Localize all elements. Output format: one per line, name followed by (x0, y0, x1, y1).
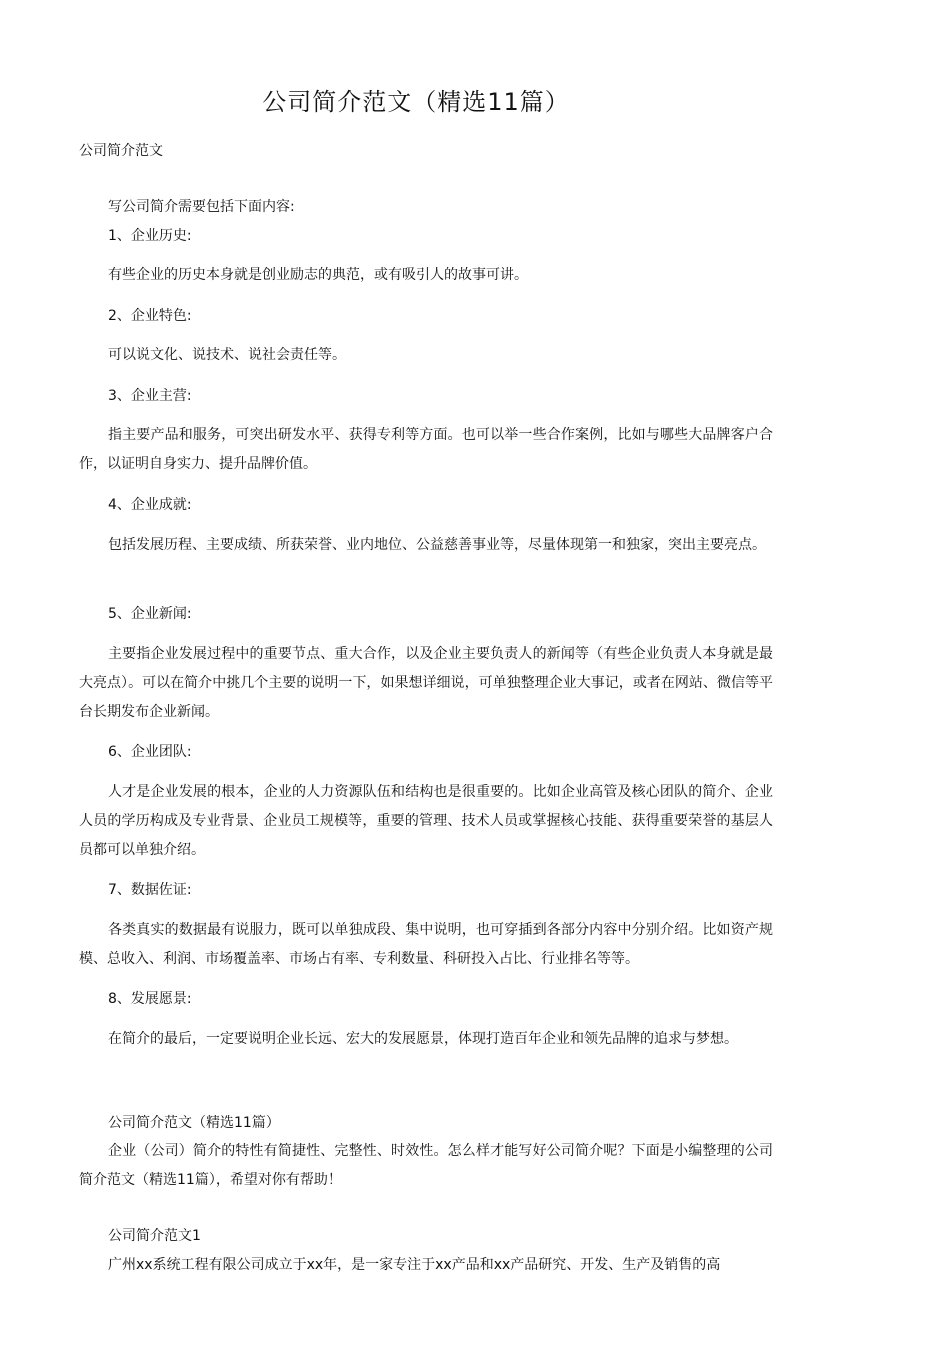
section-body-team: 人才是企业发展的根本，企业的人力资源队伍和结构也是很重要的。比如企业高管及核心团队的简介、企业人员的学历构成及专业背景、企业员工规模等，重要的管理、技术人员或掌握核心技能、获得重要荣誉的基层人员都可以单独介绍。 (79, 784, 773, 858)
section-heading-data: 7、数据佐证: (108, 882, 192, 898)
section-body-business: 指主要产品和服务，可突出研发水平、获得专利等方面。也可以举一些合作案例，比如与哪些大品牌客户合作，以证明自身实力、提升品牌价值。 (79, 427, 773, 472)
lead-title: 公司简介范文（精选11篇） (108, 1115, 280, 1131)
document-title: 公司简介范文（精选11篇） (262, 88, 570, 116)
sample1-title: 公司简介范文1 (108, 1228, 201, 1244)
section-body-news: 主要指企业发展过程中的重要节点、重大合作，以及企业主要负责人的新闻等（有些企业负责人本身就是最大亮点）。可以在简介中挑几个主要的说明一下，如果想详细说，可单独整理企业大事记，或者在网站、微信等平台长期发布企业新闻。 (79, 646, 773, 720)
section-heading-business: 3、企业主营: (108, 388, 192, 404)
section-heading-achievements: 4、企业成就: (108, 497, 192, 513)
section-heading-news: 5、企业新闻: (108, 606, 192, 622)
document-subtitle: 公司简介范文 (79, 143, 163, 159)
section-body-data: 各类真实的数据最有说服力，既可以单独成段、集中说明，也可穿插到各部分内容中分别介绍。比如资产规模、总收入、利润、市场覆盖率、市场占有率、专利数量、科研投入占比、行业排名等等。 (79, 922, 773, 967)
intro-text: 写公司简介需要包括下面内容: (108, 199, 295, 215)
section-body-achievements: 包括发展历程、主要成绩、所获荣誉、业内地位、公益慈善事业等，尽量体现第一和独家，突出主要亮点。 (108, 537, 766, 553)
section-body-vision: 在简介的最后，一定要说明企业长远、宏大的发展愿景，体现打造百年企业和领先品牌的追求与梦想。 (108, 1031, 738, 1047)
section-heading-team: 6、企业团队: (108, 744, 192, 760)
section-body-features: 可以说文化、说技术、说社会责任等。 (108, 347, 346, 363)
section-heading-vision: 8、发展愿景: (108, 991, 192, 1007)
section-body-history: 有些企业的历史本身就是创业励志的典范，或有吸引人的故事可讲。 (108, 267, 528, 283)
section-heading-history: 1、企业历史: (108, 228, 192, 244)
lead-body: 企业（公司）简介的特性有简捷性、完整性、时效性。怎么样才能写好公司简介呢？下面是小编整理的公司简介范文（精选11篇），希望对你有帮助！ (79, 1143, 773, 1188)
section-heading-features: 2、企业特色: (108, 308, 192, 324)
sample1-body: 广州xx系统工程有限公司成立于xx年，是一家专注于xx产品和xx产品研究、开发、生产及销售的高 (108, 1257, 721, 1273)
